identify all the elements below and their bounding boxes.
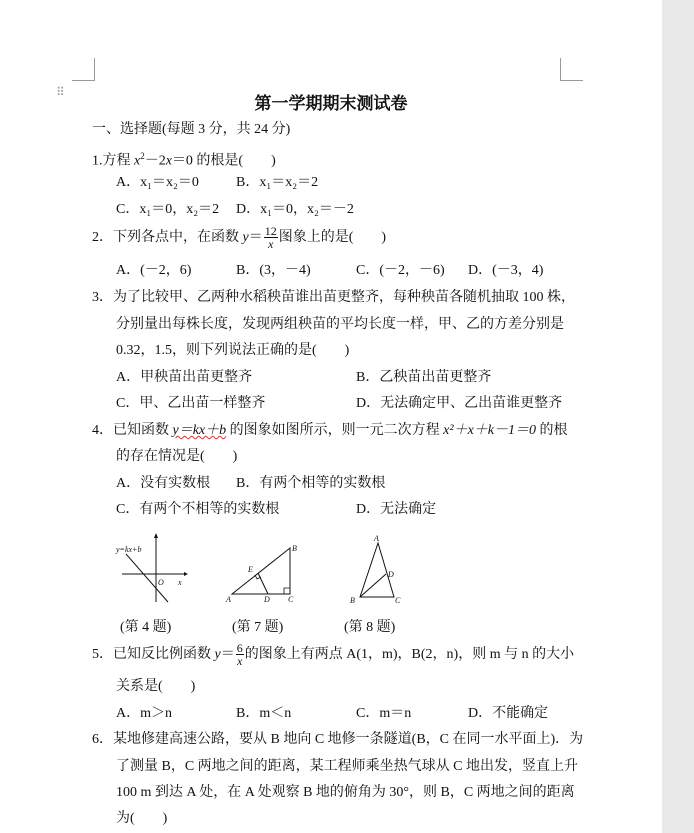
- q2-equals: ＝: [248, 230, 263, 245]
- fig8-label-d: D: [388, 570, 394, 579]
- q2-option-a: A．(－2，6): [116, 263, 192, 278]
- fig7-triangle-abc: [232, 548, 290, 594]
- fig4-x-label: x: [178, 578, 182, 587]
- q5-suffix: 的图象上有两点 A(1，m)，B(2，n)，则 m 与 n 的大小: [244, 647, 575, 662]
- q1-option-b: B．x₁＝x₂＝2: [236, 175, 319, 190]
- q5-option-b: B．m＜n: [236, 706, 292, 721]
- fig8-label-b: B: [350, 596, 355, 605]
- fig4-y-arrow: [154, 533, 158, 538]
- q5-option-c: C．m＝n: [356, 706, 412, 721]
- vertical-scroll-area[interactable]: [662, 0, 694, 833]
- q2-numerator: 12: [264, 224, 277, 239]
- caption-figure-4: (第 4 题): [120, 620, 172, 635]
- fig7-label-c: C: [288, 595, 294, 604]
- q1-prefix: 1.方程: [92, 153, 134, 169]
- q5-numerator: 6: [236, 641, 243, 656]
- question-3-line-2: 分别量出每株长度，发现两组秧苗的平均长度一样，甲、乙的方差分别是: [116, 317, 564, 332]
- q2-fraction: [264, 225, 278, 250]
- q5-option-a: A．m＞n: [116, 706, 172, 721]
- q4-option-c: C．有两个不相等的实数根: [116, 502, 280, 517]
- q3-option-b: B．乙秧苗出苗更整齐: [356, 370, 492, 385]
- q4-option-a: A．没有实数根: [116, 476, 211, 491]
- q2-option-c: C．(－2，－6): [356, 263, 445, 278]
- q3-option-a: A．甲秧苗出苗更整齐: [116, 370, 253, 385]
- q4-option-b: B．有两个相等的实数根: [236, 476, 386, 491]
- question-6-line-2: 了测量 B，C 两地之间的距离，某工程师乘坐热气球从 C 地出发，竖直上升: [116, 759, 579, 774]
- q5-denominator: x: [237, 654, 243, 669]
- q4-prefix: 4．已知函数: [92, 423, 173, 438]
- caption-figure-7: (第 7 题): [232, 620, 284, 635]
- figure-4-graph: [112, 532, 192, 606]
- q4-linear-function: y＝kx＋b: [172, 423, 227, 438]
- q4-middle: 的图象如图所示，则一元二次方程: [226, 423, 444, 438]
- q5-option-d: D．不能确定: [468, 706, 549, 721]
- q1-suffix: ＝0 的根是( ): [171, 153, 276, 169]
- fig7-label-b: B: [292, 544, 297, 553]
- q1-minus: －2: [144, 153, 166, 169]
- question-6-line-4: 为( ): [116, 811, 168, 826]
- q5-prefix: 5．已知反比例函数: [92, 647, 215, 662]
- fig7-label-e: E: [248, 565, 253, 574]
- q2-prefix: 2．下列各点中，在函数: [92, 230, 243, 245]
- figure-8-triangle: [340, 533, 410, 607]
- q1-option-c: C．x₁＝0，x₂＝2: [116, 202, 220, 217]
- fig7-segment-ed: [258, 573, 268, 594]
- margin-corner-top-right: [560, 58, 583, 81]
- section-heading: 一、选择题(每题 3 分，共 24 分): [92, 122, 291, 137]
- question-2: [92, 225, 386, 251]
- figure-7-triangle: [222, 540, 302, 608]
- q5-equals: ＝: [220, 647, 235, 662]
- fig4-function-label: y=kx+b: [116, 545, 142, 554]
- q2-option-d: D．(－3，4): [468, 263, 544, 278]
- q1-var2: x: [165, 153, 172, 169]
- question-5-line-1: [92, 642, 574, 668]
- fig7-label-a: A: [226, 595, 231, 604]
- question-1: [92, 147, 276, 171]
- caption-figure-8: (第 8 题): [344, 620, 396, 635]
- question-6-line-1: 6．某地修建高速公路，要从 B 地向 C 地修一条隧道(B，C 在同一水平面上)．为: [92, 732, 584, 747]
- fig8-label-c: C: [395, 596, 401, 605]
- q2-denominator: x: [268, 237, 274, 252]
- q3-option-c: C．甲、乙出苗一样整齐: [116, 396, 266, 411]
- question-6-line-3: 100 m 到达 A 处，在 A 处观察 B 地的俯角为 30°，则 B，C 两地之间的距离: [116, 785, 575, 800]
- fig8-label-a: A: [374, 534, 379, 543]
- q5-fraction: [236, 642, 244, 667]
- q5-y: y: [214, 647, 221, 662]
- q1-option-a: A．x₁＝x₂＝0: [116, 175, 199, 190]
- q2-suffix: 图象上的是( ): [278, 230, 387, 245]
- document-title: 第一学期期末测试卷: [254, 94, 408, 114]
- q1-exponent: 2: [140, 151, 145, 161]
- margin-corner-top-left: [72, 58, 95, 81]
- fig4-origin-label: O: [158, 578, 164, 587]
- question-3-line-3: 0.32，1.5，则下列说法正确的是( ): [116, 343, 350, 358]
- question-4-line-2: 的存在情况是( ): [116, 449, 238, 464]
- drag-handle-icon[interactable]: ⠿: [56, 85, 66, 99]
- q2-y: y: [242, 230, 249, 245]
- question-5-line-2: 关系是( ): [116, 679, 196, 694]
- q4-option-d: D．无法确定: [356, 502, 437, 517]
- fig4-x-arrow: [184, 572, 188, 576]
- question-3-line-1: 3．为了比较甲、乙两种水稻秧苗谁出苗更整齐，每种秧苗各随机抽取 100 株，: [92, 290, 575, 305]
- fig7-right-angle-c: [284, 588, 290, 594]
- fig7-label-d: D: [264, 595, 270, 604]
- q2-option-b: B．(3，－4): [236, 263, 311, 278]
- q3-option-d: D．无法确定甲、乙出苗谁更整齐: [356, 396, 563, 411]
- q4-suffix: 的根: [536, 423, 568, 438]
- q1-option-d: D．x₁＝0，x₂＝－2: [236, 202, 354, 217]
- q1-var: x: [134, 153, 141, 169]
- q4-quadratic: x²＋x＋k－1＝0: [443, 423, 536, 438]
- question-4-line-1: [92, 422, 568, 440]
